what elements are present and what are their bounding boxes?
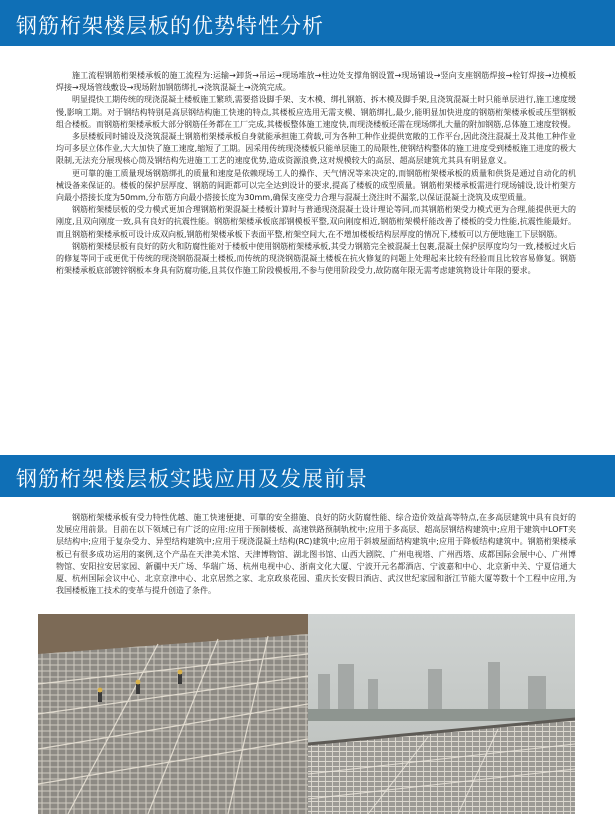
section-1-header xyxy=(0,0,615,46)
section-1-title: 钢筋桁架楼层板的优势特性分析 xyxy=(16,14,324,38)
paragraph: 钢筋桁架楼承板有受力特性优越、施工快速便捷、可靠的安全措施、良好的防火防腐性能、综合造价效益高等特点,在多高层建筑中具有良好的发展应用前景。目前在以下领域已有广泛的应用:应用于预制楼板、高速铁路预制轨枕中;应用于多高层、超高层钢结构建筑中;应用于建筑中LOFT夹层结构中;应用于复杂受力、异型结构建筑中;应用于现浇混凝土结构(RC)建筑中;应用于斜坡屋面结构建筑中;应用于降板结构建筑中。钢筋桁架楼承板已有很多成功运用的案例,这个产品在天津美术馆、天津博物馆、湖北图书馆、山西大剧院、广州电视塔、广州西塔、成都国际会展中心、广州博物馆、安阳拉安居家园、新疆中天广场、华瑞广场、杭州电视中心、浙南文化大厦、宁波开元名都酒店、宁波嘉和中心、北京新中关、宁夏信通大厦、杭州国际会议中心、北京京津中心、北京居然之家、北京政泉花园、重庆长安假日酒店、武汉世纪家园和浙江节能大厦等数十个工程中应用,为我国楼板施工技术的变革与提升创造了条件。 xyxy=(56,513,576,596)
section-1-body xyxy=(56,70,576,277)
paragraph: 多层楼板同时铺设及浇筑混凝土钢筋桁架楼承板自身就能承担施工荷载,可为各种工种作业提供宽敞的工作平台,因此浇注混凝土及其他工种作业均可多层立体作业,大大加快了施工速度,缩短了工期。因采用传统现浇楼板只能单层施工的局限性,使钢结构整体的施工进度受到楼板施工进度的极大限制,无法充分展现核心筒及钢结构先进施工工艺的速度优势,造成资源浪费,这对规模较大的高层、超高层建筑尤其具有明显意义。 xyxy=(56,132,576,166)
paragraph: 施工流程钢筋桁架楼承板的施工流程为:运输→卸货→吊运→现场堆放→柱边处支撑角钢设置→现场铺设→竖向支座钢筋焊接→栓钉焊接→边模板焊接→现场管线敷设→现场附加钢筋绑扎→浇筑混凝土→浇筑完成。 xyxy=(56,71,576,93)
paragraph: 钢筋桁架楼层板的受力模式更加合理钢筋桁架混凝土楼板计算时与普通现浇混凝土设计理论等同,而其钢筋桁架受力模式更为合理,能提供更大的刚度,且双向刚度一致,具有良好的抗震性能。钢筋桁架楼承板底部钢模板平整,双向刚度相近,钢筋桁架模杆能改善了楼板的受力性能,抗震性能最好。而且钢筋桁架楼承板可设计成双向板,钢筋桁架楼承板下表面平整,桁架空间大,在不增加楼板结构层厚度的情况下,楼板可以方便地施工下层钢筋。 xyxy=(56,205,576,239)
construction-deck-photo xyxy=(38,614,308,814)
paragraph: 明显提快工期传统的现浇混凝土楼板施工繁琐,需要搭设脚手架、支木模、绑扎钢筋、拆木模及脚手架,且浇筑混凝土时只能单层进行,施工速度缓慢,影响工期。对于钢结构特别是高层钢结构施工快速的特点,其楼板应选用无需支模、钢筋绑扎,最少,能明显加快进度的钢筋桁架楼承板或压型钢板组合楼板。而钢筋桁架楼承板大部分钢筋任务都在工厂完成,其楼板整体施工速度快,而现浇楼板还需在现场绑扎大量的附加钢筋,总体施工速度较慢。 xyxy=(56,95,576,129)
section-2-body xyxy=(56,512,576,597)
section-2-header xyxy=(0,455,615,497)
city-deck-photo xyxy=(308,614,575,814)
paragraph: 钢筋桁架楼层板有良好的防火和防腐性能对于楼板中使用钢筋桁架楼承板,其受力钢筋完全被混凝土包裹,混凝土保护层厚度均匀一致,楼板过火后的修复等同于或更优于传统的现浇钢筋混凝土楼板,而传统的现浇钢筋混凝土楼板在抗火修复的问题上处理起来比较有经验而且比较容易修复。钢筋桁架楼承板底部镀锌钢板本身具有防腐功能,且其仅作施工阶段模板用,不参与使用阶段受力,故防腐年限无需考虑建筑物设计年限的要求。 xyxy=(56,241,576,276)
section-2-title: 钢筋桁架楼层板实践应用及发展前景 xyxy=(16,467,368,491)
paragraph: 更可靠的施工质量现场钢筋绑扎的质量和速度是依赖现场工人的操作、天气情况等来决定的,而钢筋桁架楼承板的质量和供货是通过自动化的机械设备来保证的。楼板的保护层厚度、钢筋的间距都可以完全达到设计的要求,提高了楼板的成型质量。钢筋桁架楼承板需进行现场铺设,设计桁架方向最小搭接长度为50mm,分布筋方向最小搭接长度为30mm,确保支座受力合理与混凝土浇注时不漏浆,以保证混凝土浇筑及成型质量。 xyxy=(56,168,576,203)
